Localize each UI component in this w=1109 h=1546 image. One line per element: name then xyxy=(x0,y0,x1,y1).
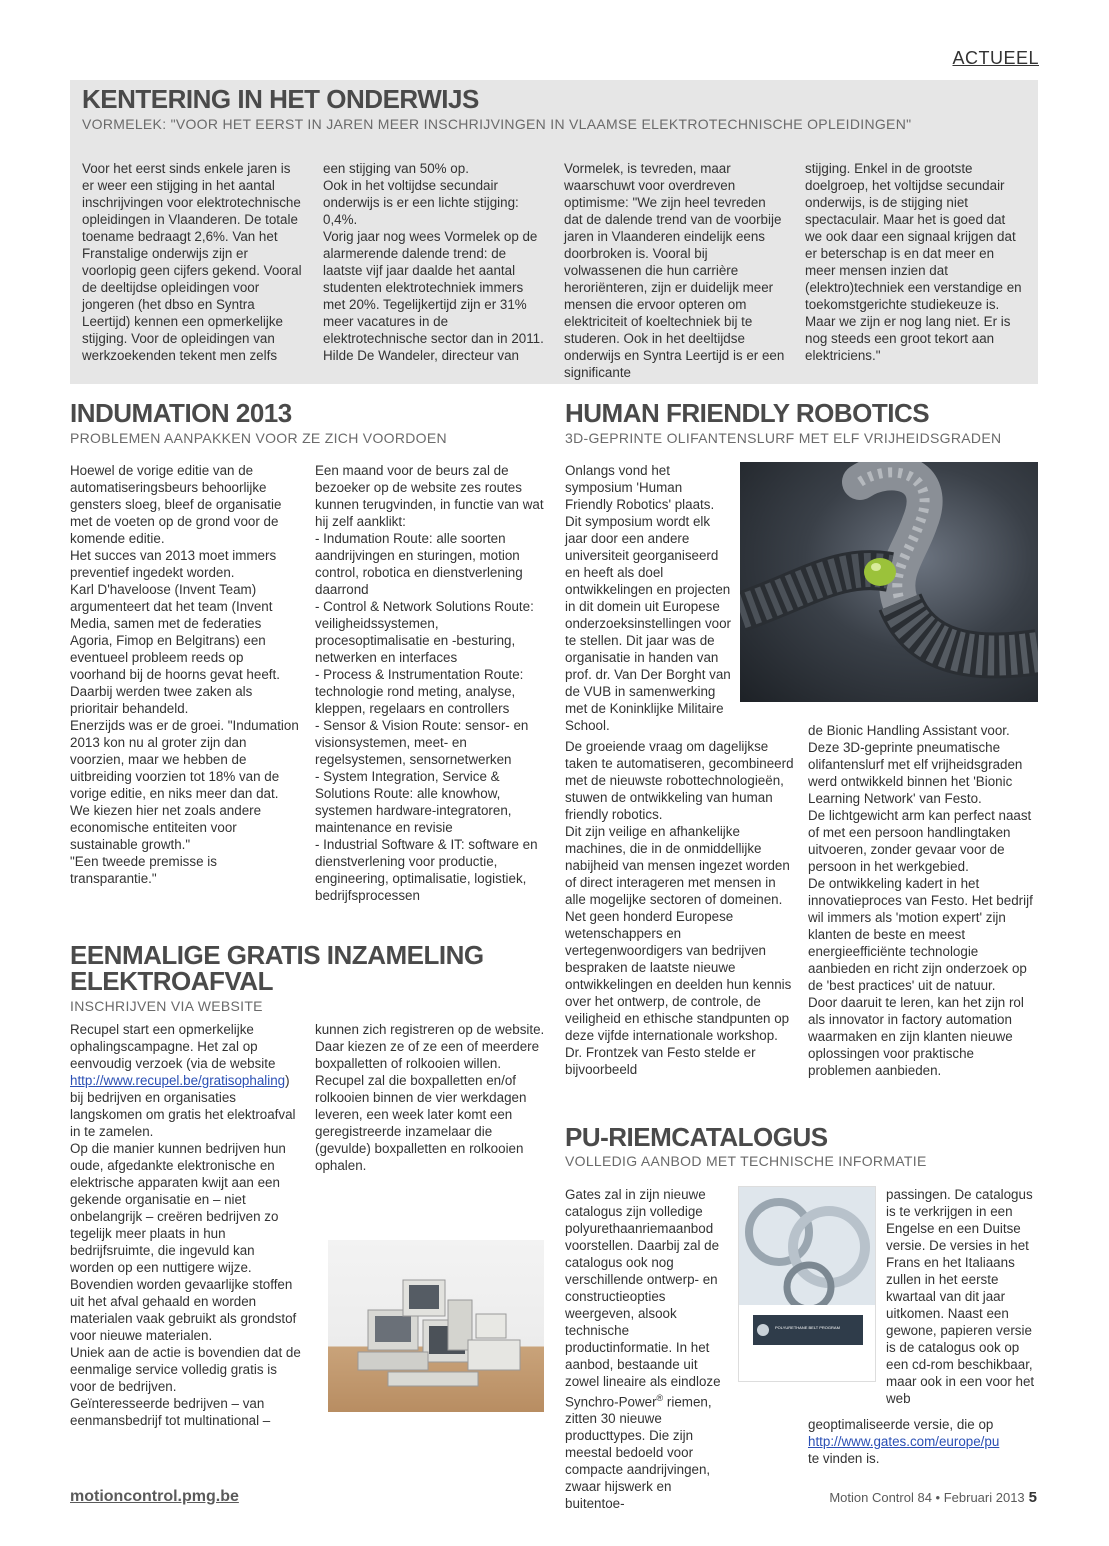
elektroafval-subtitle: INSCHRIJVEN VIA WEBSITE xyxy=(70,998,263,1014)
paragraph: Geïnteresseerde bedrijven – van eenmansbedrijf tot multinational – xyxy=(70,1396,271,1428)
robotics-col-2 xyxy=(808,722,1038,1079)
robotics-col-1-bottom xyxy=(565,738,797,1078)
paragraph: Ook in het voltijdse secundair onderwijs is er een lichte stijging: 0,4%. xyxy=(323,178,519,227)
route-item: - Process & Instrumentation Route: technologie rond meting, analyse, kleppen, regelaars en controllers xyxy=(315,667,524,716)
indumation-title: INDUMATION 2013 xyxy=(70,398,292,428)
paragraph: Enerzijds was er de groei. "Indumation 2013 kon nu al groter zijn dan voorzien, maar we hebben de uitbreiding voorzien tot 18% van de vorige editie, en niks meer dan dat. xyxy=(70,718,299,801)
robotics-title: HUMAN FRIENDLY ROBOTICS xyxy=(565,398,930,428)
pu-col-2: passingen. De catalogus is te verkrijgen in een Engelse en een Duitse versie. De versies in het Frans en het Italiaans zullen in het eerste kwartaal van dit jaar uitkomen. Naast een gewone, papieren versie is de catalogus ook op een cd-rom beschikbaar, maar ook in een voor het web xyxy=(886,1187,1035,1406)
pu-title: PU-RIEMCATALOGUS xyxy=(565,1122,828,1152)
paragraph: Op die manier kunnen bedrijven hun oude, afgedankte elektronische en elektrische apparaten kwijt aan een gekende organisatie en – niet onbelangrijk – creëren bedrijven zo tegelijk meer plaats in hun bedrijfsruimte, die ingevuld kan worden op een nuttigere wijze. xyxy=(70,1141,286,1275)
kentering-col-4: stijging. Enkel in de grootste doelgroep, het voltijdse secundair onderwijs, is de stijging niet spectaculair. Maar het is goed dat we ook daar een signaal krijgen dat er beterschap is en dat meer en meer mensen inzien dat (elektro)techniek een verstandige en toekomstgerichte studiekeuze is. Maar we zijn er nog lang niet. Er is nog steeds een groot tekort aan elektriciens." xyxy=(805,161,1022,363)
page-number: 5 xyxy=(1028,1489,1037,1506)
paragraph: We kiezen hier net zoals andere economische entiteiten voor sustainable growth." xyxy=(70,803,262,852)
computers-image xyxy=(328,1240,544,1412)
footer-issue xyxy=(829,1489,1037,1506)
indumation-subtitle: PROBLEMEN AANPAKKEN VOOR ZE ZICH VOORDOEN xyxy=(70,430,447,446)
kentering-col-2 xyxy=(323,160,544,381)
paragraph: De groeiende vraag om dagelijkse taken te automatiseren, gecombineerd met de nieuwste robottechnologieën, stuwen de ontwikkeling van human friendly robotics. xyxy=(565,739,794,822)
paragraph: Recupel zal die boxpalletten en/of rolkooien binnen de vier werkdagen leveren, een week later komt een geregistreerde inzamelaar die (gevulde) boxpalletten en rolkooien ophalen. xyxy=(315,1073,527,1173)
text: ) bij bedrijven en organisaties langskomen om gratis het elektroafval in te zamelen. xyxy=(70,1073,296,1139)
text: Gates zal in zijn nieuwe catalogus zijn volledige polyurethaanriemaanbod voorstellen. Daarbij zal de catalogus ook nog verschillende ontwerp- en constructieopties weergeven, alsook technische productinformatie. In het aanbod, bestaande uit zowel lineaire als eindloze Synchro-Power xyxy=(565,1187,721,1410)
paragraph: kunnen zich registreren op de website. xyxy=(315,1022,545,1037)
paragraph: Bovendien worden gevaarlijke stoffen uit het afval gehaald en worden materialen vaak gebruikt als grondstof voor nieuwe materialen. xyxy=(70,1277,297,1343)
route-item: - Sensor & Vision Route: sensor- en visionsystemen, meet- en regelsystemen, sensornetwerken xyxy=(315,718,529,767)
paragraph: De lichtgewicht arm kan perfect naast of met een persoon handlingtaken uitvoeren, zonder gevaar voor de persoon in het werkgebied. xyxy=(808,808,1032,874)
paragraph: Een maand voor de beurs zal de bezoeker op de website zes routes kunnen terugvinden, in functie van wat hij zelf aanklikt: xyxy=(315,463,544,529)
elektroafval-col-1 xyxy=(70,1021,302,1429)
kentering-col-3: Vormelek, is tevreden, maar waarschuwt voor overdreven optimisme: "We zijn heel tevreden dat de dalende trend van de voorbije jaren in Vlaanderen eindelijk eens doorbroken is. Vooral bij volwassenen die hun carrière heroriënteren, zijn er duidelijk meer mensen die ervoor opteren om elektriciteit of koeltechniek bij te studeren. Ook in het deeltijdse onderwijs en Syntra Leertijd is er een significante xyxy=(564,161,785,380)
route-item: - Control & Network Solutions Route: veiligheidssystemen, procesoptimalisatie en -besturing, netwerken en interfaces xyxy=(315,599,534,665)
robotics-col-1-top: Onlangs vond het symposium 'Human Friendly Robotics' plaats. Dit symposium wordt elk jaar door een andere universiteit georganiseerd en heeft als doel ontwikkelingen en projecten in dit domein uit Europese onderzoeksinstellingen voor te stellen. Dit jaar was de organisatie in handen van prof. dr. Van Der Borght van de VUB in samenwerking met de Koninklijke Militaire School. xyxy=(565,463,731,733)
robotics-subtitle: 3D-GEPRINTE OLIFANTENSLURF MET ELF VRIJHEIDSGRADEN xyxy=(565,430,1002,446)
paragraph: Dit zijn veilige en afhankelijke machines, die in de onmiddellijke nabijheid van mensen ingezet worden of direct interageren met mensen in alle mogelijke sectoren of domeinen. xyxy=(565,824,790,907)
indumation-col-2 xyxy=(315,462,547,904)
recupel-link[interactable]: http://www.recupel.be/gratisophaling xyxy=(70,1073,286,1088)
catalogue-cover-text: POLYURETHANE BELT PROGRAM xyxy=(775,1325,840,1330)
paragraph: een stijging van 50% op. xyxy=(323,161,469,176)
paragraph xyxy=(565,1186,733,1512)
footer-website[interactable]: motioncontrol.pmg.be xyxy=(70,1488,239,1505)
elephant-trunk-photo xyxy=(740,462,1038,702)
electronic-waste-photo xyxy=(328,1240,544,1412)
text: geoptimaliseerde versie, die op xyxy=(808,1417,994,1432)
paragraph: Het succes van 2013 moet immers preventief ingedekt worden. xyxy=(70,548,277,580)
belts-image xyxy=(739,1187,876,1382)
gates-link[interactable]: http://www.gates.com/europe/pu xyxy=(808,1434,1000,1449)
kentering-title: KENTERING IN HET ONDERWIJS xyxy=(82,84,479,114)
registered-mark: ® xyxy=(656,1393,664,1403)
paragraph: "Een tweede premisse is transparantie." xyxy=(70,854,217,886)
kentering-article xyxy=(70,80,1038,384)
indumation-col-1 xyxy=(70,462,302,887)
title-line: EENMALIGE GRATIS INZAMELING xyxy=(70,940,484,970)
kentering-col-1: Voor het eerst sinds enkele jaren is er weer een stijging in het aantal inschrijvingen voor elektrotechnische opleidingen in Vlaanderen. De totale toename bedraagt 2,6%. Van het Franstalige onderwijs zijn er voorlopig geen cijfers gekend. Vooral de deeltijdse opleidingen voor jongeren (het dbso en Syntra Leertijd) kennen een opmerkelijke stijging. Voor de opleidingen van werkzoekenden tekent men zelfs xyxy=(82,161,302,363)
paragraph: Karl D'haveloose (Invent Team) argumenteert dat het team (Invent Media, samen met de federaties Agoria, Fimop en Belgitrans) een eventueel probleem reeds op voorhand bij de hoorns gevat heeft. Daarbij werden twee zaken als prioritair behandeld. xyxy=(70,582,280,716)
text: riemen, zitten 30 nieuwe producttypes. Die zijn meestal bedoeld voor compacte aandrijvingen, zwaar hijswerk en buitentoe- xyxy=(565,1394,712,1512)
route-item: - Industrial Software & IT: software en dienstverlening voor productie, engineering, optimalisatie, logistiek, bedrijfsprocessen xyxy=(315,837,538,903)
title-line: ELEKTROAFVAL xyxy=(70,966,273,996)
kentering-subtitle: VORMELEK: "VOOR HET EERST IN JAREN MEER INSCHRIJVINGEN IN VLAAMSE ELEKTROTECHNISCHE OPLEIDINGEN" xyxy=(82,116,912,132)
paragraph: Door daaruit te leren, kan het zijn rol als innovator in factory automation waarmaken en zijn klanten nieuwe oplossingen voor praktische problemen aanbieden. xyxy=(808,995,1024,1078)
catalogue-cover xyxy=(738,1186,876,1382)
paragraph xyxy=(70,1021,302,1140)
paragraph: Daar kiezen ze of ze een of meerdere boxpalletten of rolkooien willen. xyxy=(315,1039,540,1071)
section-label: ACTUEEL xyxy=(952,48,1039,68)
pu-subtitle: VOLLEDIG AANBOD MET TECHNISCHE INFORMATIE xyxy=(565,1153,927,1169)
paragraph: Net geen honderd Europese wetenschappers en vertegenwoordigers van bedrijven bespraken de laatste nieuwe ontwikkelingen en deelden hun kennis over het ontwerp, de controle, de veiligheid en ethische standpunten op deze vijfde internationale workshop. Dr. Frontzek van Festo stelde er bijvoorbeeld xyxy=(565,909,792,1077)
route-item: - Indumation Route: alle soorten aandrijvingen en sturingen, motion control, robotica en dienstverlening daarrond xyxy=(315,531,523,597)
pu-col-1 xyxy=(565,1186,733,1512)
paragraph: Uniek aan de actie is bovendien dat de eenmalige service volledig gratis is voor de bedrijven. xyxy=(70,1345,301,1394)
route-item: - System Integration, Service & Solutions Route: alle knowhow, systemen hardware-integratoren, maintenance en revisie xyxy=(315,769,512,835)
elektroafval-col-2 xyxy=(315,1021,547,1174)
paragraph: Hoewel de vorige editie van de automatiseringsbeurs behoorlijke gensters sloeg, bleef de organisatie met de voeten op de grond voor de komende editie. xyxy=(70,463,282,546)
robot-trunk-image xyxy=(740,462,1038,702)
paragraph: Vorig jaar nog wees Vormelek op de alarmerende dalende trend: de laatste vijf jaar daalde het aantal studenten elektrotechniek immers met 20%. Tegelijkertijd zijn er 31% meer vacatures in de elektrotechnische sector dan in 2011. Hilde De Wandeler, directeur van xyxy=(323,229,544,363)
text: te vinden is. xyxy=(808,1451,880,1466)
pu-col-2-bottom xyxy=(808,1416,1038,1467)
text: Recupel start een opmerkelijke ophalingscampagne. Het zal op eenvoudig verzoek (via de website xyxy=(70,1022,276,1071)
elektroafval-title xyxy=(70,942,484,994)
paragraph: De ontwikkeling kadert in het innovatieproces van Festo. Het bedrijf wil immers als 'motion expert' zijn klanten de beste en meest energieefficiënte technologie aanbieden en richt zijn onderzoek op de 'best practices' uit de natuur. xyxy=(808,876,1033,993)
issue-text: Motion Control 84 • Februari 2013 xyxy=(829,1490,1025,1505)
paragraph: de Bionic Handling Assistant voor. Deze 3D-geprinte pneumatische olifantenslurf met elf vrijheidsgraden werd ontwikkeld binnen het 'Bionic Learning Network' van Festo. xyxy=(808,723,1023,806)
